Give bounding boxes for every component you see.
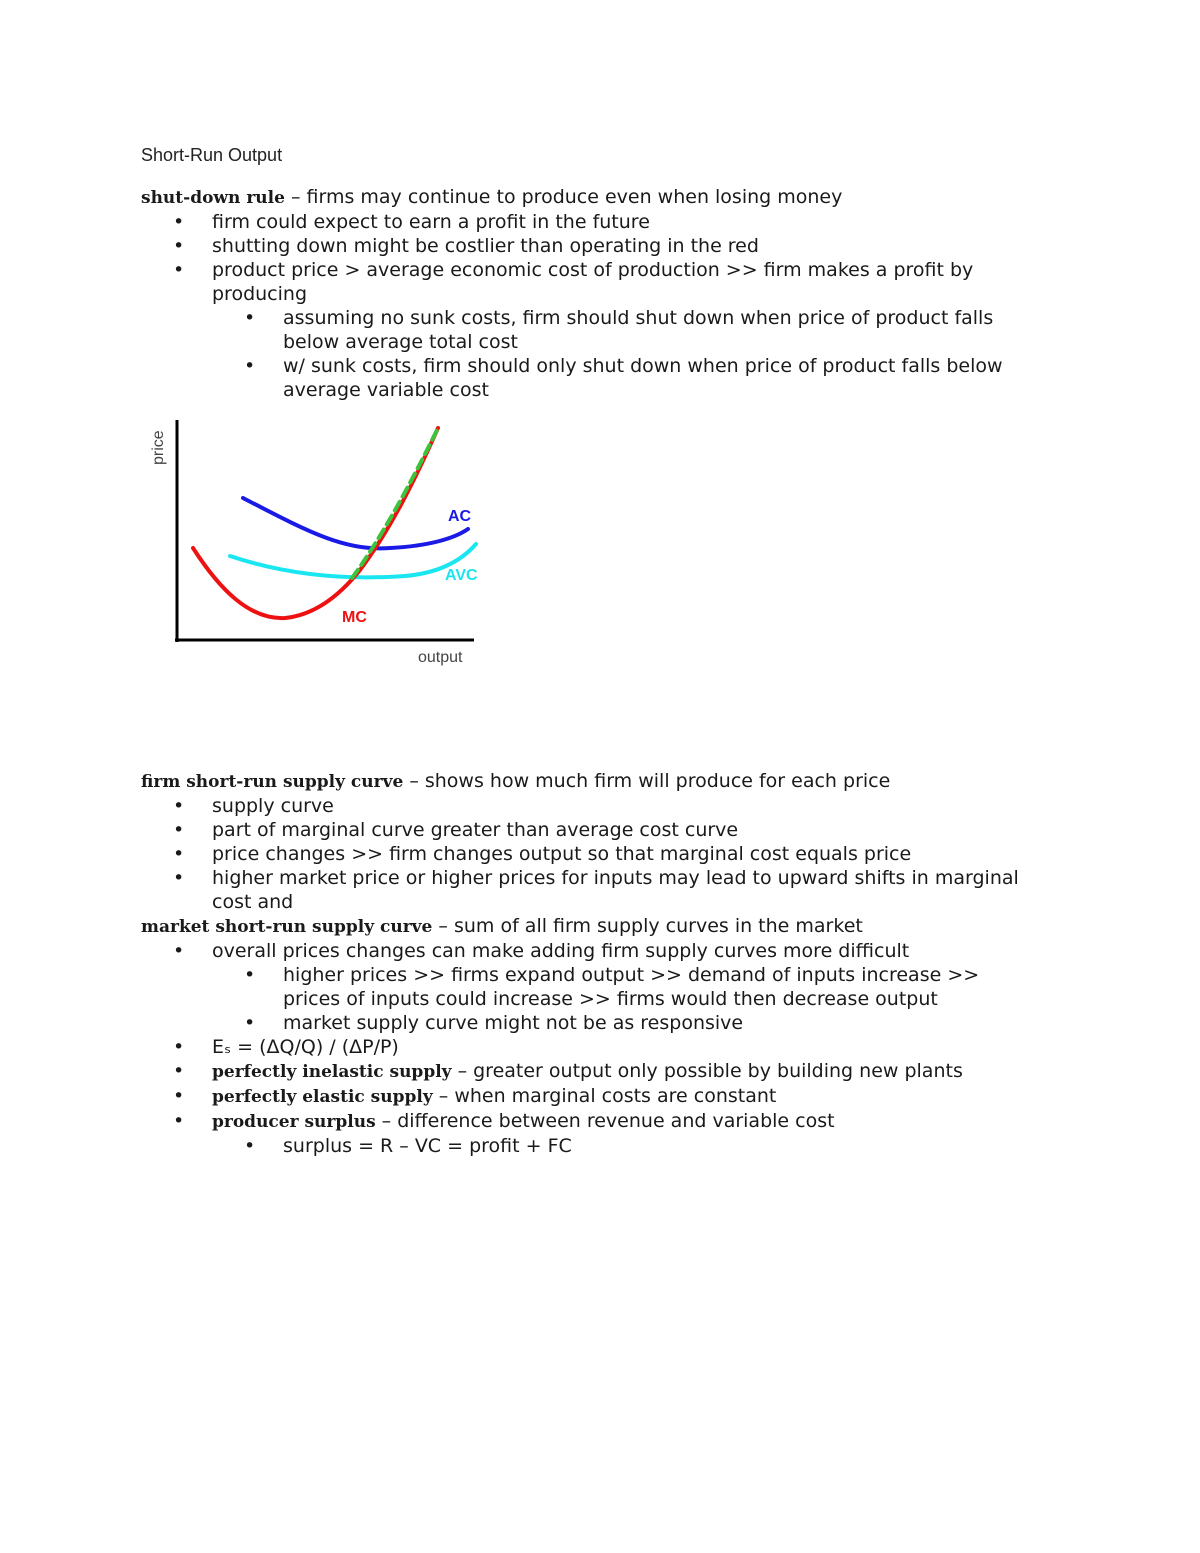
list-item-text: supply curve (212, 795, 334, 817)
sub-list-item (141, 354, 1081, 378)
cost-curves-chart (140, 410, 500, 680)
shutdown-rule-section (141, 185, 1081, 402)
list-item-text: average variable cost (283, 379, 489, 401)
bullet-icon: • (244, 964, 256, 986)
sub-list-item (141, 1011, 1081, 1035)
list-item-text: price changes >> firm changes output so that marginal cost equals price (212, 843, 912, 865)
series-label-avc: AVC (445, 567, 478, 584)
firm-supply-heading (141, 769, 1081, 794)
list-item-continuation (141, 890, 1081, 914)
list-item-text: assuming no sunk costs, firm should shut down when price of product falls (283, 307, 994, 329)
avc-curve (230, 544, 476, 577)
list-item (141, 939, 1081, 963)
definition: – sum of all firm supply curves in the market (432, 915, 863, 937)
series-label-ac: AC (448, 508, 472, 525)
page-title: Short-Run Output (141, 145, 283, 165)
list-item (141, 866, 1081, 890)
x-axis-label: output (418, 649, 463, 666)
list-item (141, 1059, 1081, 1084)
bullet-icon: • (173, 867, 185, 889)
definition: – greater output only possible by building new plants (451, 1060, 963, 1082)
sub-list-item-continuation (141, 987, 1081, 1011)
bullet-icon: • (173, 940, 185, 962)
elasticity-formula: Eₛ = (ΔQ/Q) / (ΔP/P) (212, 1036, 399, 1058)
bullet-icon: • (173, 211, 185, 233)
sub-list-item-continuation (141, 378, 1081, 402)
bullet-icon: • (173, 235, 185, 257)
bullet-icon: • (173, 843, 185, 865)
supply-highlight-curve (352, 428, 438, 578)
list-item-text: market supply curve might not be as responsive (283, 1012, 744, 1034)
list-item-text: overall prices changes can make adding firm supply curves more difficult (212, 940, 910, 962)
bullet-icon: • (173, 1110, 185, 1132)
mc-curve (193, 428, 438, 618)
sub-list-item (141, 963, 1081, 987)
definition: – when marginal costs are constant (432, 1085, 777, 1107)
y-axis-label: price (150, 430, 167, 465)
term: perfectly elastic supply (212, 1087, 433, 1107)
list-item (141, 234, 1081, 258)
sub-list-item (141, 306, 1081, 330)
bullet-icon: • (244, 355, 256, 377)
list-item (141, 1084, 1081, 1109)
bullet-icon: • (173, 259, 185, 281)
list-item-text: cost and (212, 891, 294, 913)
list-item (141, 794, 1081, 818)
list-item (141, 258, 1081, 282)
term: perfectly inelastic supply (212, 1062, 452, 1082)
list-item-text: w/ sunk costs, firm should only shut down when price of product falls below (283, 355, 1003, 377)
list-item-text: shutting down might be costlier than operating in the red (212, 235, 759, 257)
ac-curve (243, 498, 468, 548)
bullet-icon: • (173, 1036, 185, 1058)
list-item (141, 1109, 1081, 1134)
sub-list-item-continuation (141, 330, 1081, 354)
bullet-icon: • (244, 1012, 256, 1034)
list-item-text: higher market price or higher prices for inputs may lead to upward shifts in marginal (212, 867, 1019, 889)
shutdown-rule-heading (141, 185, 1081, 210)
list-item-text: producing (212, 283, 308, 305)
surplus-formula: surplus = R – VC = profit + FC (283, 1135, 572, 1157)
list-item-text: firm could expect to earn a profit in the future (212, 211, 650, 233)
term: market short-run supply curve (141, 917, 433, 937)
bullet-icon: • (244, 1135, 256, 1157)
sub-list-item (141, 1134, 1081, 1158)
series-label-mc: MC (342, 609, 367, 626)
list-item-text: prices of inputs could increase >> firms would then decrease output (283, 988, 938, 1010)
bullet-icon: • (173, 795, 185, 817)
definition: – shows how much firm will produce for each price (403, 770, 891, 792)
definition: – difference between revenue and variable cost (375, 1110, 835, 1132)
list-item (141, 842, 1081, 866)
term: producer surplus (212, 1112, 376, 1132)
bullet-icon: • (173, 1085, 185, 1107)
list-item (141, 210, 1081, 234)
list-item (141, 1035, 1081, 1059)
list-item-text: higher prices >> firms expand output >> demand of inputs increase >> (283, 964, 980, 986)
market-supply-heading (141, 914, 1081, 939)
definition: – firms may continue to produce even when losing money (284, 186, 843, 208)
list-item-text: part of marginal curve greater than average cost curve (212, 819, 739, 841)
list-item-continuation (141, 282, 1081, 306)
list-item-text: product price > average economic cost of production >> firm makes a profit by (212, 259, 974, 281)
firm-supply-section (141, 769, 1081, 1158)
term: shut-down rule (141, 188, 285, 208)
term: firm short-run supply curve (141, 772, 404, 792)
bullet-icon: • (244, 307, 256, 329)
bullet-icon: • (173, 1060, 185, 1082)
list-item (141, 818, 1081, 842)
list-item-text: below average total cost (283, 331, 518, 353)
bullet-icon: • (173, 819, 185, 841)
